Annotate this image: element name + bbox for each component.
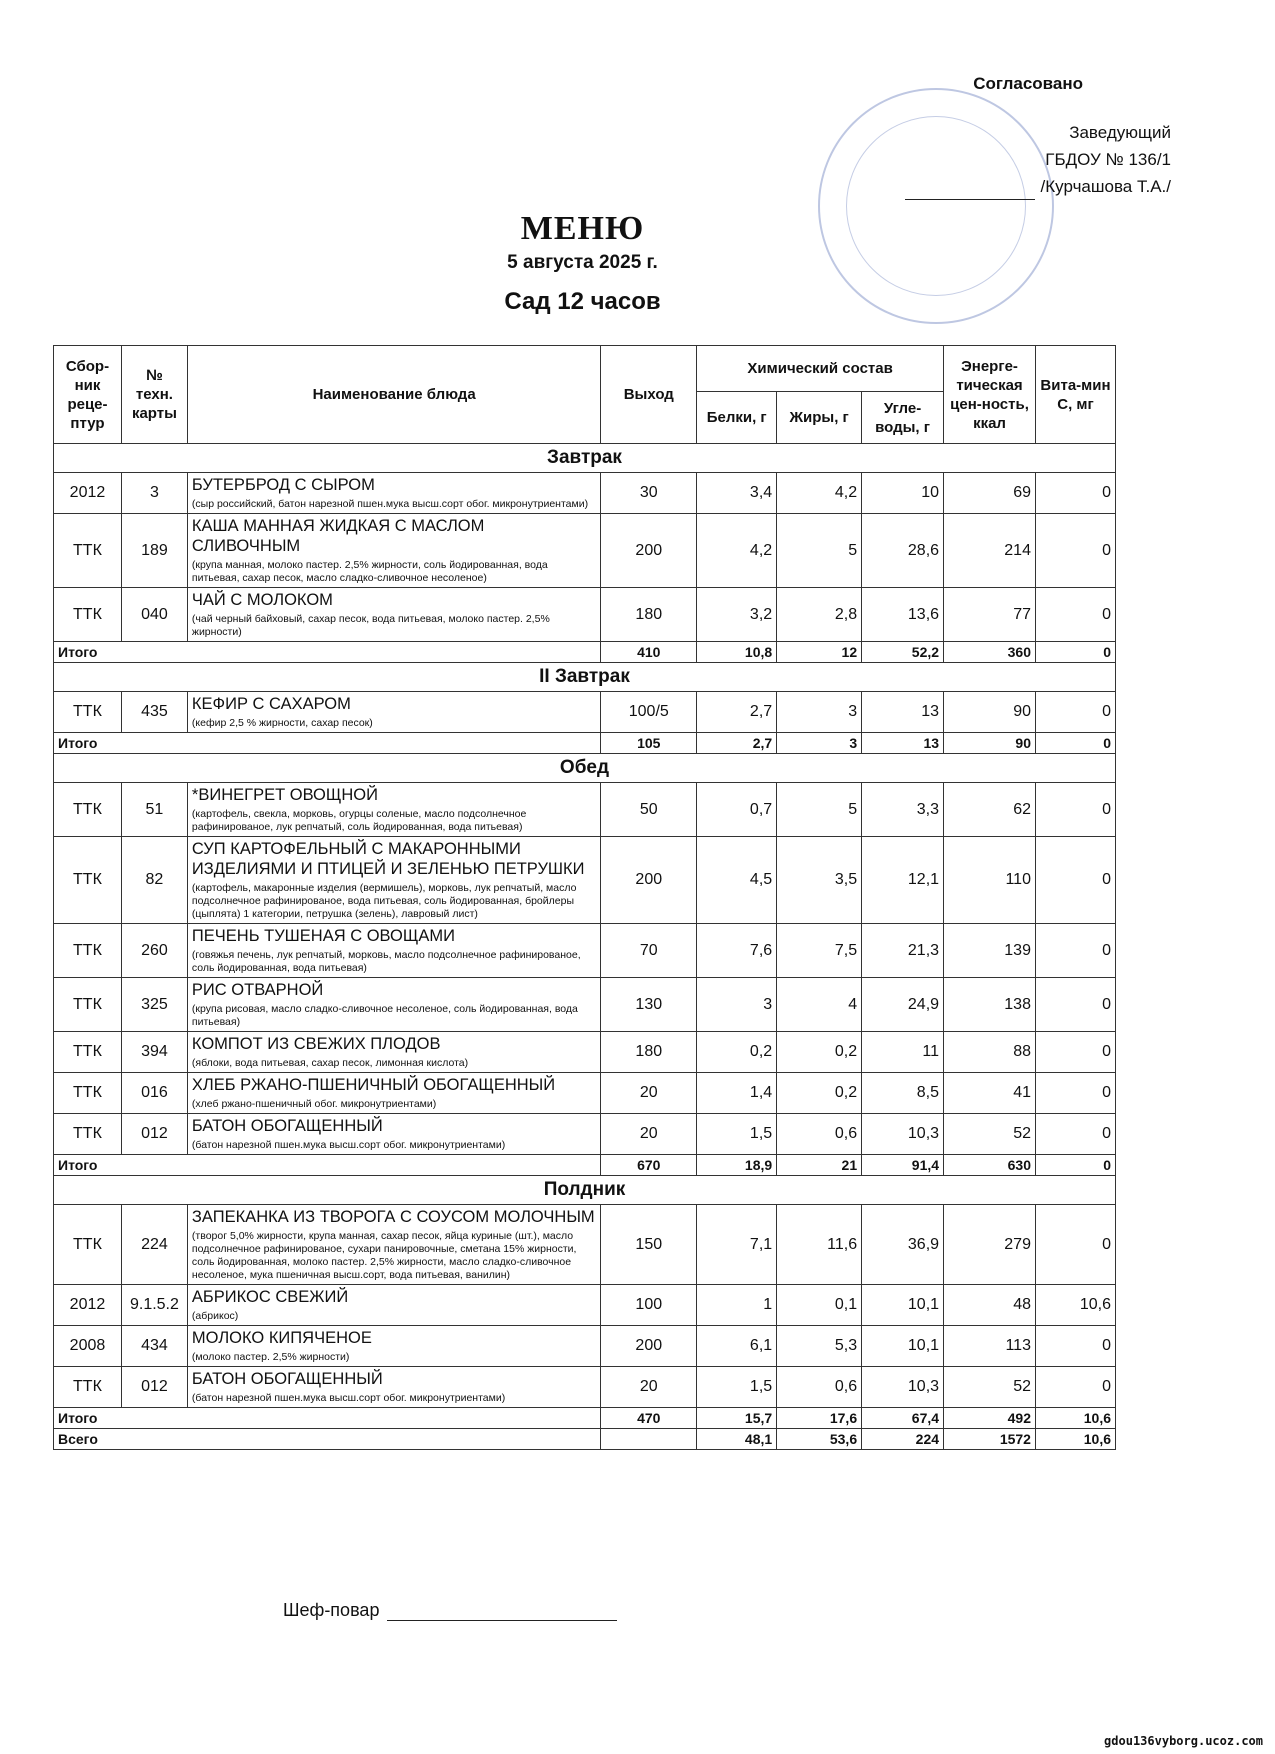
dish-name: СУП КАРТОФЕЛЬНЫЙ С МАКАРОННЫМИ ИЗДЕЛИЯМИ И ПТИЦЕЙ И ЗЕЛЕНЬЮ ПЕТРУШКИ (191, 840, 585, 878)
col-header-carbs: Угле-воды, г (862, 392, 944, 444)
dish-name: БУТЕРБРОД С СЫРОМ (191, 476, 375, 494)
subtotal-label: Итого (54, 733, 601, 754)
dish-cell (187, 1367, 600, 1408)
table-row (54, 1367, 1116, 1408)
fat-value: 7,5 (777, 924, 862, 978)
subtotal-energy: 90 (944, 733, 1036, 754)
recipe-source: ТТК (54, 692, 122, 733)
dish-composition: (картофель, макаронные изделия (вермишель), морковь, лук репчатый, масло подсолнечное рафинированое, вода питьевая, соль йодированная, бройлеры (цыплята) 1 категории, петрушка (зелень), лавровый лист) (191, 882, 577, 920)
carbs-value: 13,6 (862, 588, 944, 642)
dish-name: БАТОН ОБОГАЩЕННЫЙ (191, 1370, 383, 1388)
subtotal-vitamin: 0 (1035, 1155, 1115, 1176)
col-header-chem: Химический состав (697, 346, 944, 392)
tech-card-number: 9.1.5.2 (121, 1285, 187, 1326)
recipe-source: ТТК (54, 978, 122, 1032)
table-row (54, 783, 1116, 837)
recipe-source: ТТК (54, 1367, 122, 1408)
dish-composition: (картофель, свекла, морковь, огурцы соленые, масло подсолнечное рафинированое, лук репчатый, соль йодированная, вода питьевая) (191, 808, 527, 833)
fat-value: 0,6 (777, 1114, 862, 1155)
dish-cell (187, 1032, 600, 1073)
section-header-row (54, 444, 1116, 473)
vitamin-value: 0 (1035, 783, 1115, 837)
chef-signature-line (387, 1602, 617, 1621)
approval-block (905, 70, 1171, 200)
recipe-source: 2012 (54, 1285, 122, 1326)
grand-total-energy: 1572 (944, 1429, 1036, 1450)
vitamin-value: 0 (1035, 692, 1115, 733)
energy-value: 110 (944, 837, 1036, 924)
subtotal-vitamin: 0 (1035, 642, 1115, 663)
dish-cell (187, 924, 600, 978)
col-header-vitamin: Вита-мин С, мг (1035, 346, 1115, 444)
dish-name: ЧАЙ С МОЛОКОМ (191, 591, 333, 609)
subtotal-yield: 670 (601, 1155, 697, 1176)
vitamin-value: 10,6 (1035, 1285, 1115, 1326)
dish-cell (187, 783, 600, 837)
dish-cell (187, 978, 600, 1032)
table-row (54, 924, 1116, 978)
vitamin-value: 0 (1035, 1367, 1115, 1408)
tech-card-number: 82 (121, 837, 187, 924)
dish-composition: (сыр российский, батон нарезной пшен.мука высш.сорт обог. микронутриентами) (191, 498, 589, 510)
protein-value: 2,7 (697, 692, 777, 733)
grand-total-vitamin: 10,6 (1035, 1429, 1115, 1450)
recipe-source: ТТК (54, 588, 122, 642)
carbs-value: 36,9 (862, 1205, 944, 1285)
page-title: МЕНЮ (520, 210, 645, 247)
subtotal-row (54, 642, 1116, 663)
energy-value: 139 (944, 924, 1036, 978)
table-row (54, 1285, 1116, 1326)
dish-composition: (кефир 2,5 % жирности, сахар песок) (191, 717, 373, 729)
dish-composition: (батон нарезной пшен.мука высш.сорт обог. микронутриентами) (191, 1139, 506, 1151)
dish-cell (187, 1326, 600, 1367)
dish-yield: 200 (601, 1326, 697, 1367)
dish-composition: (абрикос) (191, 1310, 239, 1322)
subtotal-yield: 470 (601, 1408, 697, 1429)
table-row (54, 473, 1116, 514)
recipe-source: ТТК (54, 1032, 122, 1073)
protein-value: 4,5 (697, 837, 777, 924)
dish-name: ХЛЕБ РЖАНО-ПШЕНИЧНЫЙ ОБОГАЩЕННЫЙ (191, 1076, 556, 1094)
fat-value: 5 (777, 514, 862, 588)
energy-value: 41 (944, 1073, 1036, 1114)
dish-yield: 180 (601, 1032, 697, 1073)
dish-composition: (чай черный байховый, сахар песок, вода питьевая, молоко пастер. 2,5% жирности) (191, 613, 550, 638)
dish-name: КАША МАННАЯ ЖИДКАЯ С МАСЛОМ СЛИВОЧНЫМ (191, 517, 485, 555)
dish-name: КЕФИР С САХАРОМ (191, 695, 351, 713)
protein-value: 7,1 (697, 1205, 777, 1285)
dish-cell (187, 473, 600, 514)
subtotal-carbs: 52,2 (862, 642, 944, 663)
recipe-source: ТТК (54, 783, 122, 837)
table-row (54, 692, 1116, 733)
section-title: Полдник (54, 1176, 1116, 1205)
approval-signature-row (905, 173, 1171, 200)
vitamin-value: 0 (1035, 837, 1115, 924)
tech-card-number: 224 (121, 1205, 187, 1285)
grand-total-protein: 48,1 (697, 1429, 777, 1450)
vitamin-value: 0 (1035, 473, 1115, 514)
grand-total-label: Всего (54, 1429, 601, 1450)
fat-value: 3,5 (777, 837, 862, 924)
tech-card-number: 189 (121, 514, 187, 588)
section-title: II Завтрак (54, 663, 1116, 692)
dish-name: ЗАПЕКАНКА ИЗ ТВОРОГА С СОУСОМ МОЛОЧНЫМ (191, 1208, 595, 1226)
grand-total-fat: 53,6 (777, 1429, 862, 1450)
protein-value: 1,5 (697, 1367, 777, 1408)
subtotal-row (54, 1408, 1116, 1429)
recipe-source: 2008 (54, 1326, 122, 1367)
tech-card-number: 325 (121, 978, 187, 1032)
col-header-source: Сбор-ник реце-птур (54, 346, 122, 444)
subtotal-carbs: 91,4 (862, 1155, 944, 1176)
tech-card-number: 012 (121, 1367, 187, 1408)
dish-composition: (молоко пастер. 2,5% жирности) (191, 1351, 350, 1363)
energy-value: 88 (944, 1032, 1036, 1073)
dish-composition: (яблоки, вода питьевая, сахар песок, лимонная кислота) (191, 1057, 469, 1069)
energy-value: 52 (944, 1367, 1036, 1408)
energy-value: 48 (944, 1285, 1036, 1326)
dish-cell (187, 1285, 600, 1326)
subtotal-label: Итого (54, 1408, 601, 1429)
vitamin-value: 0 (1035, 924, 1115, 978)
dish-yield: 200 (601, 514, 697, 588)
carbs-value: 10 (862, 473, 944, 514)
col-header-yield: Выход (601, 346, 697, 444)
table-row (54, 1073, 1116, 1114)
fat-value: 2,8 (777, 588, 862, 642)
site-watermark: gdou136vyborg.ucoz.com (1104, 1734, 1263, 1748)
energy-value: 52 (944, 1114, 1036, 1155)
subtotal-energy: 360 (944, 642, 1036, 663)
energy-value: 138 (944, 978, 1036, 1032)
table-row (54, 588, 1116, 642)
protein-value: 3,2 (697, 588, 777, 642)
table-row (54, 1114, 1116, 1155)
dish-yield: 130 (601, 978, 697, 1032)
dish-yield: 150 (601, 1205, 697, 1285)
table-row (54, 1032, 1116, 1073)
tech-card-number: 394 (121, 1032, 187, 1073)
energy-value: 69 (944, 473, 1036, 514)
section-header-row (54, 663, 1116, 692)
table-row (54, 1326, 1116, 1367)
protein-value: 1 (697, 1285, 777, 1326)
dish-composition: (крупа рисовая, масло сладко-сливочное несоленое, соль йодированная, вода питьевая) (191, 1003, 578, 1028)
carbs-value: 28,6 (862, 514, 944, 588)
subtotal-carbs: 67,4 (862, 1408, 944, 1429)
dish-composition: (крупа манная, молоко пастер. 2,5% жирности, соль йодированная, вода питьевая, сахар песок, масло сладко-сливочное несоленое) (191, 559, 548, 584)
energy-value: 90 (944, 692, 1036, 733)
subtotal-fat: 12 (777, 642, 862, 663)
menu-subtitle: Сад 12 часов (504, 288, 661, 315)
col-header-name: Наименование блюда (187, 346, 600, 444)
subtotal-row (54, 733, 1116, 754)
vitamin-value: 0 (1035, 1073, 1115, 1114)
fat-value: 4 (777, 978, 862, 1032)
energy-value: 214 (944, 514, 1036, 588)
recipe-source: ТТК (54, 1205, 122, 1285)
section-title: Завтрак (54, 444, 1116, 473)
dish-composition: (творог 5,0% жирности, крупа манная, сахар песок, яйца куриные (шт.), масло подсолнечное рафинированое, сухари панировочные, сметана 15% жирности, соль йодированная, молоко пастер. 2,5% жирности, масло сладко-сливочное несоленое, мука пшеничная высш.сорт, вода питьевая, ванилин) (191, 1230, 577, 1281)
recipe-source: ТТК (54, 1114, 122, 1155)
dish-name: РИС ОТВАРНОЙ (191, 981, 324, 999)
subtotal-label: Итого (54, 1155, 601, 1176)
menu-body (54, 444, 1116, 1450)
energy-value: 113 (944, 1326, 1036, 1367)
signature-line (905, 181, 1035, 200)
subtotal-protein: 15,7 (697, 1408, 777, 1429)
dish-yield: 100 (601, 1285, 697, 1326)
subtotal-protein: 10,8 (697, 642, 777, 663)
dish-name: КОМПОТ ИЗ СВЕЖИХ ПЛОДОВ (191, 1035, 441, 1053)
dish-cell (187, 837, 600, 924)
vitamin-value: 0 (1035, 1326, 1115, 1367)
menu-date: 5 августа 2025 г. (507, 252, 658, 273)
grand-total-row (54, 1429, 1116, 1450)
dish-yield: 180 (601, 588, 697, 642)
section-title: Обед (54, 754, 1116, 783)
dish-composition: (батон нарезной пшен.мука высш.сорт обог. микронутриентами) (191, 1392, 506, 1404)
recipe-source: 2012 (54, 473, 122, 514)
table-row (54, 1205, 1116, 1285)
subtotal-row (54, 1155, 1116, 1176)
col-header-protein: Белки, г (697, 392, 777, 444)
subtotal-carbs: 13 (862, 733, 944, 754)
approval-position: Заведующий (1069, 123, 1171, 142)
dish-yield: 100/5 (601, 692, 697, 733)
tech-card-number: 040 (121, 588, 187, 642)
subtotal-fat: 3 (777, 733, 862, 754)
protein-value: 6,1 (697, 1326, 777, 1367)
protein-value: 3,4 (697, 473, 777, 514)
dish-name: АБРИКОС СВЕЖИЙ (191, 1288, 349, 1306)
dish-cell (187, 514, 600, 588)
dish-cell (187, 1114, 600, 1155)
carbs-value: 24,9 (862, 978, 944, 1032)
subtotal-vitamin: 10,6 (1035, 1408, 1115, 1429)
recipe-source: ТТК (54, 837, 122, 924)
dish-yield: 200 (601, 837, 697, 924)
protein-value: 3 (697, 978, 777, 1032)
tech-card-number: 3 (121, 473, 187, 514)
approval-agreed: Согласовано (973, 74, 1083, 93)
col-header-energy: Энерге-тическая цен-ность, ккал (944, 346, 1036, 444)
energy-value: 62 (944, 783, 1036, 837)
fat-value: 0,6 (777, 1367, 862, 1408)
fat-value: 4,2 (777, 473, 862, 514)
menu-table (53, 345, 1116, 1450)
protein-value: 1,5 (697, 1114, 777, 1155)
vitamin-value: 0 (1035, 1032, 1115, 1073)
dish-yield: 70 (601, 924, 697, 978)
vitamin-value: 0 (1035, 514, 1115, 588)
carbs-value: 10,3 (862, 1114, 944, 1155)
protein-value: 0,7 (697, 783, 777, 837)
vitamin-value: 0 (1035, 588, 1115, 642)
recipe-source: ТТК (54, 924, 122, 978)
dish-cell (187, 1205, 600, 1285)
subtotal-label: Итого (54, 642, 601, 663)
dish-yield: 20 (601, 1073, 697, 1114)
section-header-row (54, 1176, 1116, 1205)
carbs-value: 3,3 (862, 783, 944, 837)
approval-org: ГБДОУ № 136/1 (1045, 150, 1171, 169)
dish-yield: 50 (601, 783, 697, 837)
table-row (54, 514, 1116, 588)
vitamin-value: 0 (1035, 1114, 1115, 1155)
carbs-value: 10,1 (862, 1326, 944, 1367)
protein-value: 1,4 (697, 1073, 777, 1114)
subtotal-yield: 410 (601, 642, 697, 663)
recipe-source: ТТК (54, 1073, 122, 1114)
protein-value: 0,2 (697, 1032, 777, 1073)
document-header (0, 210, 1165, 316)
dish-name: ПЕЧЕНЬ ТУШЕНАЯ С ОВОЩАМИ (191, 927, 455, 945)
recipe-source: ТТК (54, 514, 122, 588)
energy-value: 77 (944, 588, 1036, 642)
dish-composition: (хлеб ржано-пшеничный обог. микронутриентами) (191, 1098, 437, 1110)
subtotal-fat: 21 (777, 1155, 862, 1176)
tech-card-number: 012 (121, 1114, 187, 1155)
vitamin-value: 0 (1035, 978, 1115, 1032)
dish-cell (187, 1073, 600, 1114)
tech-card-number: 51 (121, 783, 187, 837)
tech-card-number: 435 (121, 692, 187, 733)
col-header-card: № техн. карты (121, 346, 187, 444)
carbs-value: 11 (862, 1032, 944, 1073)
subtotal-energy: 630 (944, 1155, 1036, 1176)
subtotal-vitamin: 0 (1035, 733, 1115, 754)
tech-card-number: 016 (121, 1073, 187, 1114)
protein-value: 4,2 (697, 514, 777, 588)
dish-yield: 20 (601, 1367, 697, 1408)
carbs-value: 12,1 (862, 837, 944, 924)
grand-total-carbs: 224 (862, 1429, 944, 1450)
subtotal-protein: 2,7 (697, 733, 777, 754)
vitamin-value: 0 (1035, 1205, 1115, 1285)
fat-value: 5 (777, 783, 862, 837)
carbs-value: 10,3 (862, 1367, 944, 1408)
dish-cell (187, 692, 600, 733)
carbs-value: 8,5 (862, 1073, 944, 1114)
dish-yield: 30 (601, 473, 697, 514)
subtotal-fat: 17,6 (777, 1408, 862, 1429)
chef-label: Шеф-повар (283, 1600, 380, 1620)
protein-value: 7,6 (697, 924, 777, 978)
section-header-row (54, 754, 1116, 783)
dish-name: *ВИНЕГРЕТ ОВОЩНОЙ (191, 786, 378, 804)
approval-signatory: /Курчашова Т.А./ (1040, 177, 1171, 196)
dish-cell (187, 588, 600, 642)
tech-card-number: 260 (121, 924, 187, 978)
tech-card-number: 434 (121, 1326, 187, 1367)
carbs-value: 21,3 (862, 924, 944, 978)
carbs-value: 13 (862, 692, 944, 733)
dish-yield: 20 (601, 1114, 697, 1155)
fat-value: 0,2 (777, 1073, 862, 1114)
fat-value: 0,1 (777, 1285, 862, 1326)
energy-value: 279 (944, 1205, 1036, 1285)
subtotal-energy: 492 (944, 1408, 1036, 1429)
subtotal-protein: 18,9 (697, 1155, 777, 1176)
dish-composition: (говяжья печень, лук репчатый, морковь, масло подсолнечное рафинированое, соль йодированная, вода питьевая) (191, 949, 581, 974)
table-row (54, 978, 1116, 1032)
subtotal-yield: 105 (601, 733, 697, 754)
dish-name: БАТОН ОБОГАЩЕННЫЙ (191, 1117, 383, 1135)
fat-value: 3 (777, 692, 862, 733)
col-header-fat: Жиры, г (777, 392, 862, 444)
grand-total-yield (601, 1429, 697, 1450)
carbs-value: 10,1 (862, 1285, 944, 1326)
fat-value: 0,2 (777, 1032, 862, 1073)
dish-name: МОЛОКО КИПЯЧЕНОЕ (191, 1329, 372, 1347)
fat-value: 11,6 (777, 1205, 862, 1285)
chef-signature (283, 1600, 617, 1621)
fat-value: 5,3 (777, 1326, 862, 1367)
table-row (54, 837, 1116, 924)
